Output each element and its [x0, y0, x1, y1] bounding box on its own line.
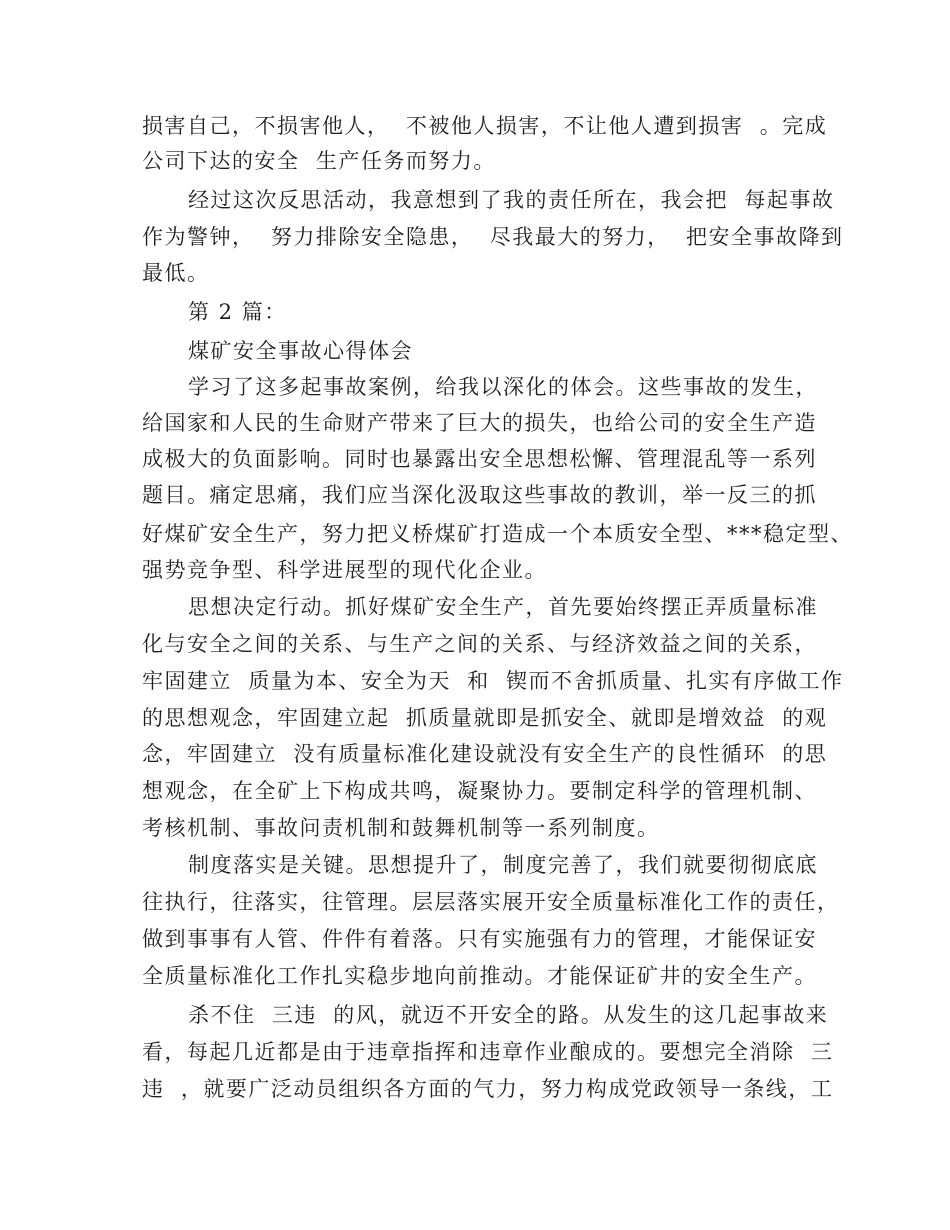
text-line: 化与安全之间的关系、与生产之间的关系、与经济效益之间的关系， [142, 632, 817, 656]
text-line: 公司下达的安全 生产任务而努力。 [142, 149, 496, 173]
text-line: 经过这次反思活动，我意想到了我的责任所在，我会把 每起事故 [188, 188, 835, 212]
text-line: 违 ，就要广泛动员组织各方面的气力，努力构成党政领导一条线，工 [142, 1077, 834, 1101]
text-line: 看，每起几近都是由于违章指挥和违章作业酿成的。要想完全消除 三 [142, 1040, 834, 1064]
text-line: 杀不住 三违 的风，就迈不开安全的路。从发生的这几起事故来 [188, 1003, 829, 1027]
text-line: 给国家和人民的生命财产带来了巨大的损失，也给公司的安全生产造 [142, 411, 817, 435]
text-line: 做到事事有人管、件件有着落。只有实施强有力的管理，才能保证安 [142, 927, 817, 951]
text-line: 制度落实是关键。思想提升了，制度完善了，我们就要彻彻底底 [188, 853, 818, 877]
text-line: 往执行，往落实，往管理。层层落实展开安全质量标准化工作的责任， [142, 890, 840, 914]
text-line: 最低。 [142, 261, 210, 285]
text-line: 全质量标准化工作扎实稳步地向前推动。才能保证矿井的安全生产。 [142, 964, 817, 988]
text-line: 好煤矿安全生产，努力把义桥煤矿打造成一个本质安全型、***稳定型、 [142, 522, 853, 546]
text-line: 的思想观念，牢固建立起 抓质量就即是抓安全、就即是增效益 的观 [142, 706, 828, 730]
section-title: 煤矿安全事故心得体会 [188, 339, 413, 363]
section-heading: 第 2 篇： [188, 300, 287, 324]
text-line: 成极大的负面影响。同时也暴露出安全思想松懈、管理混乱等一系列 [142, 447, 817, 471]
text-line: 考核机制、事故问责机制和鼓舞机制等一系列制度。 [142, 816, 660, 840]
text-line: 思想决定行动。抓好煤矿安全生产，首先要始终摆正弄质量标准 [188, 595, 818, 619]
text-line: 损害自己，不损害他人， 不被他人损害，不让他人遭到损害 。完成 [142, 114, 828, 138]
text-line: 作为警钟， 努力排除安全隐患， 尽我最大的努力， 把安全事故降到 [142, 225, 844, 249]
text-line: 念，牢固建立 没有质量标准化建设就没有安全生产的良性循环 的思 [142, 742, 828, 766]
text-line: 想观念，在全矿上下构成共鸣，凝聚协力。要制定科学的管理机制、 [142, 779, 817, 803]
text-line: 题目。痛定思痛，我们应当深化汲取这些事故的教训，举一反三的抓 [142, 483, 817, 507]
text-line: 牢固建立 质量为本、安全为天 和 锲而不舍抓质量、扎实有序做工作 [142, 669, 844, 693]
text-line: 学习了这多起事故案例，给我以深化的体会。这些事故的发生， [188, 375, 818, 399]
text-line: 强势竞争型、科学进展型的现代化企业。 [142, 558, 547, 582]
